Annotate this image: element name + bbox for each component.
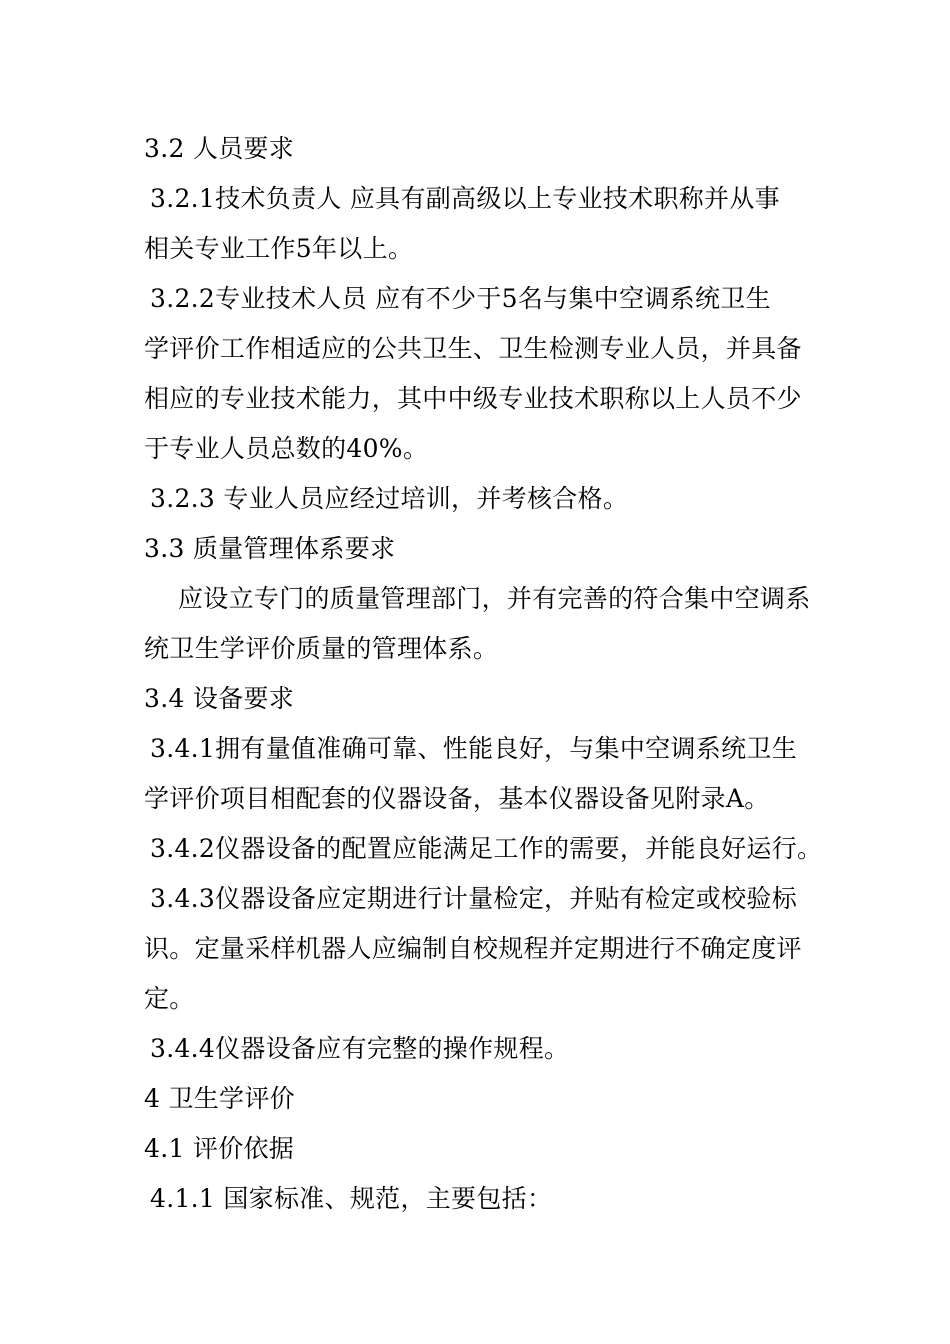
- paragraph-line: 相关专业工作5年以上。: [144, 234, 414, 263]
- paragraph-line: 相应的专业技术能力，其中中级专业技术职称以上人员不少: [144, 384, 802, 413]
- heading-4-1: 4.1 评价依据: [144, 1134, 295, 1163]
- paragraph-line: 3.4.3仪器设备应定期进行计量检定，并贴有检定或校验标: [150, 884, 798, 913]
- paragraph-line: 3.4.2仪器设备的配置应能满足工作的需要，并能良好运行。: [150, 834, 823, 863]
- paragraph-line: 定。: [144, 984, 195, 1013]
- paragraph-line: 3.4.1拥有量值准确可靠、性能良好，与集中空调系统卫生: [150, 734, 798, 763]
- paragraph-line: 3.2.1技术负责人 应具有副高级以上专业技术职称并从事: [150, 184, 780, 213]
- paragraph-line: 4.1.1 国家标准、规范，主要包括：: [150, 1184, 553, 1213]
- paragraph-line: 识。定量采样机器人应编制自校规程并定期进行不确定度评: [144, 934, 802, 963]
- heading-3-3: 3.3 质量管理体系要求: [144, 534, 396, 563]
- paragraph-line: 3.2.2专业技术人员 应有不少于5名与集中空调系统卫生: [150, 284, 771, 313]
- paragraph-line: 学评价项目相配套的仪器设备，基本仪器设备见附录A。: [144, 784, 770, 813]
- heading-3-2: 3.2 人员要求: [144, 134, 295, 163]
- paragraph-line: 于专业人员总数的40%。: [144, 434, 429, 463]
- heading-3-4: 3.4 设备要求: [144, 684, 295, 713]
- heading-4: 4 卫生学评价: [144, 1084, 295, 1113]
- paragraph-line: 统卫生学评价质量的管理体系。: [144, 634, 499, 663]
- paragraph-line: 3.4.4仪器设备应有完整的操作规程。: [150, 1034, 570, 1063]
- paragraph-line: 学评价工作相适应的公共卫生、卫生检测专业人员，并具备: [144, 334, 802, 363]
- paragraph-line: 3.2.3 专业人员应经过培训，并考核合格。: [150, 484, 629, 513]
- paragraph-line: 应设立专门的质量管理部门，并有完善的符合集中空调系: [178, 584, 811, 613]
